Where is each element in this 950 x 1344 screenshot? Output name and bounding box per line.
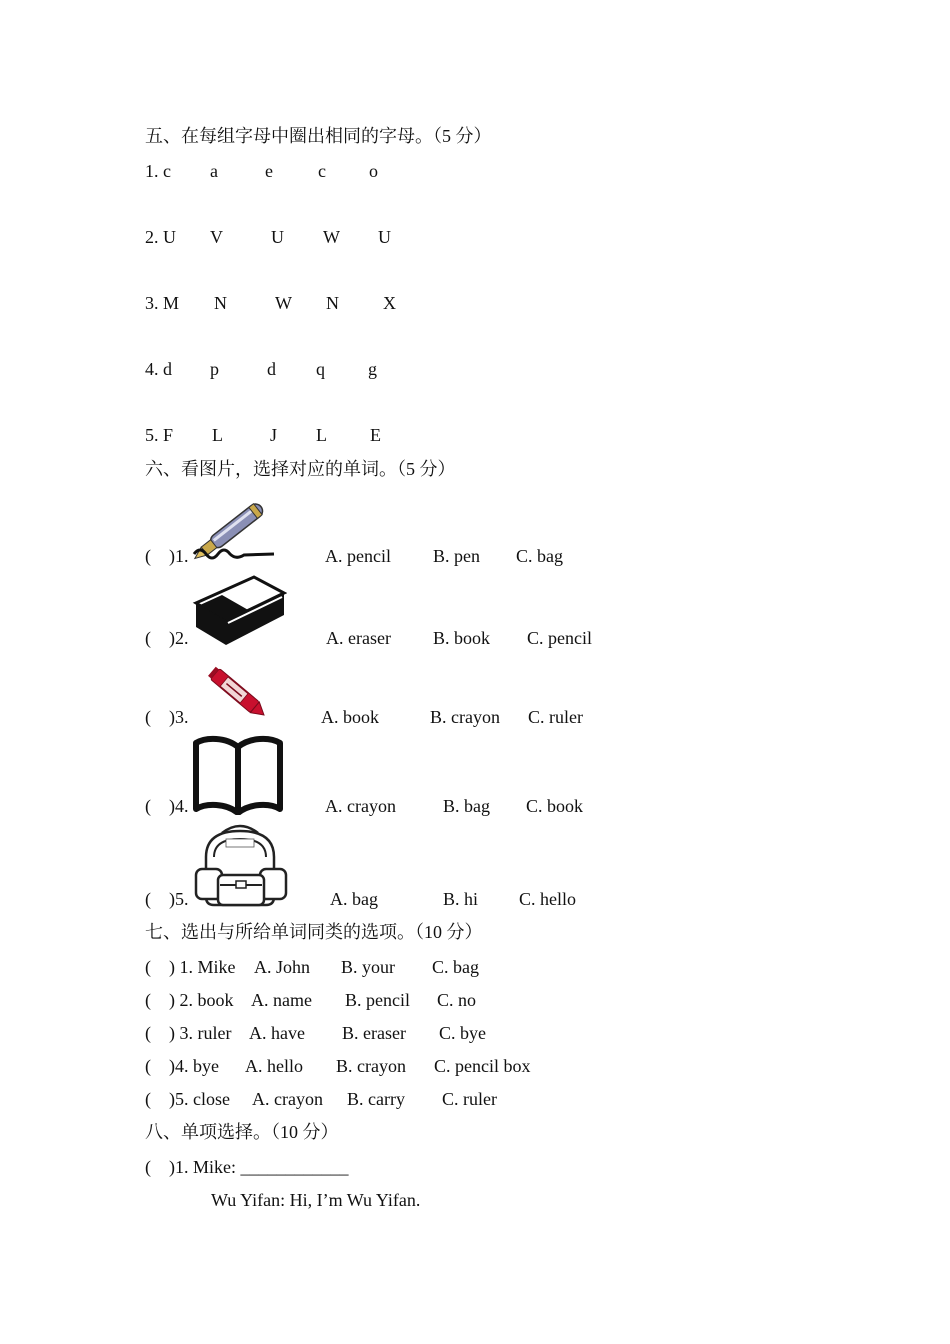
option-b: B. pen xyxy=(433,546,480,566)
option-b: B. eraser xyxy=(342,1023,406,1043)
question-1: ( )1. Mike: ____________ xyxy=(145,1157,349,1177)
option-c: C. no xyxy=(437,990,477,1010)
option-b: B. bag xyxy=(443,796,490,816)
fountain-pen-icon xyxy=(192,490,284,562)
letter-option: e xyxy=(265,161,273,181)
question-word: ( ) 3. ruler xyxy=(145,1023,232,1043)
section-6-heading: 六、看图片，选择对应的单词。（5 分） xyxy=(145,459,456,479)
question-number: ( )2. xyxy=(145,628,189,648)
section-7-heading: 七、选出与所给单词同类的选项。（10 分） xyxy=(145,922,483,942)
option-a: A. crayon xyxy=(252,1089,323,1109)
option-b: B. your xyxy=(341,957,395,977)
option-a: A. book xyxy=(321,707,379,727)
question-word: ( ) 1. Mike xyxy=(145,957,236,977)
option-a: A. hello xyxy=(245,1056,303,1076)
letter-option: J xyxy=(270,425,278,445)
letter-option: p xyxy=(210,359,219,379)
letter-option: o xyxy=(369,161,378,181)
option-b: B. carry xyxy=(347,1089,405,1109)
letter-row-number: 3. M xyxy=(145,293,180,313)
question-word: ( )4. bye xyxy=(145,1056,219,1076)
letter-option: W xyxy=(323,227,340,247)
backpack-icon xyxy=(192,823,290,909)
question-1-reply: Wu Yifan: Hi, I’m Wu Yifan. xyxy=(211,1190,421,1210)
letter-option: L xyxy=(212,425,223,445)
option-a: A. eraser xyxy=(326,628,391,648)
question-number: ( )5. xyxy=(145,889,189,909)
option-c: C. pencil box xyxy=(434,1056,531,1076)
section-8-heading: 八、单项选择。（10 分） xyxy=(145,1122,339,1142)
option-c: C. hello xyxy=(519,889,576,909)
option-b: B. crayon xyxy=(430,707,500,727)
letter-option: U xyxy=(271,227,284,247)
letter-option: g xyxy=(368,359,377,379)
letter-row-number: 4. d xyxy=(145,359,172,379)
eraser-icon xyxy=(192,575,287,647)
letter-option: d xyxy=(267,359,276,379)
letter-row-number: 5. F xyxy=(145,425,174,445)
option-c: C. bye xyxy=(439,1023,486,1043)
letter-option: a xyxy=(210,161,218,181)
option-a: A. pencil xyxy=(325,546,391,566)
letter-option: E xyxy=(370,425,381,445)
option-c: C. pencil xyxy=(527,628,592,648)
question-word: ( ) 2. book xyxy=(145,990,234,1010)
letter-option: U xyxy=(378,227,391,247)
option-b: B. hi xyxy=(443,889,479,909)
option-a: A. John xyxy=(254,957,311,977)
question-number: ( )1. xyxy=(145,546,189,566)
letter-option: N xyxy=(214,293,227,313)
question-word: ( )5. close xyxy=(145,1089,230,1109)
option-a: A. have xyxy=(249,1023,305,1043)
letter-option: V xyxy=(210,227,223,247)
option-a: A. bag xyxy=(330,889,378,909)
option-a: A. crayon xyxy=(325,796,396,816)
option-c: C. bag xyxy=(432,957,479,977)
question-number: ( )3. xyxy=(145,707,189,727)
letter-option: X xyxy=(383,293,396,313)
letter-option: N xyxy=(326,293,339,313)
book-icon xyxy=(192,735,284,815)
letter-option: c xyxy=(318,161,326,181)
letter-option: W xyxy=(275,293,292,313)
letter-option: L xyxy=(316,425,327,445)
option-c: C. book xyxy=(526,796,584,816)
option-b: B. pencil xyxy=(345,990,410,1010)
section-5-heading: 五、在每组字母中圈出相同的字母。（5 分） xyxy=(145,126,492,146)
letter-row-number: 1. c xyxy=(145,161,171,181)
question-number: ( )4. xyxy=(145,796,189,816)
option-c: C. ruler xyxy=(442,1089,497,1109)
option-a: A. name xyxy=(251,990,312,1010)
letter-row-number: 2. U xyxy=(145,227,176,247)
option-c: C. ruler xyxy=(528,707,583,727)
option-b: B. book xyxy=(433,628,491,648)
option-b: B. crayon xyxy=(336,1056,406,1076)
crayon-icon xyxy=(198,660,273,724)
option-c: C. bag xyxy=(516,546,563,566)
letter-option: q xyxy=(316,359,325,379)
